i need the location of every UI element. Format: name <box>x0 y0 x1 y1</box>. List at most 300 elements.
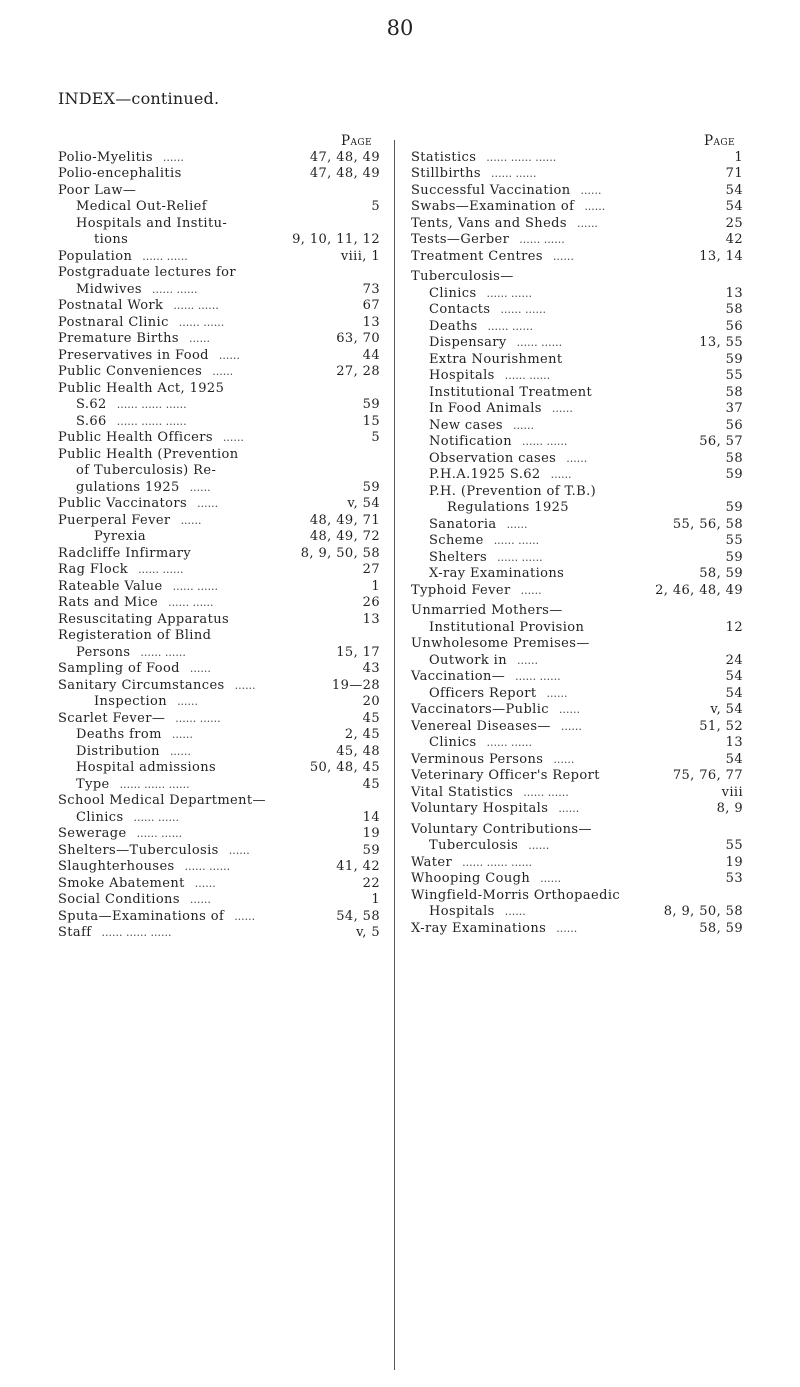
index-entry <box>58 447 380 464</box>
index-term: Sampling of Food <box>58 661 180 676</box>
index-page-numbers: 25 <box>725 215 743 231</box>
index-page-numbers: 55 <box>725 533 743 548</box>
index-page-numbers: 2, 45 <box>344 727 380 742</box>
index-entry <box>411 484 743 501</box>
index-entry <box>411 500 743 517</box>
index-entry <box>58 381 380 398</box>
leader-dots: ...... <box>506 517 528 531</box>
leader-dots: ...... <box>197 497 219 510</box>
index-entry <box>411 150 743 167</box>
index-term: Notification <box>429 434 512 449</box>
index-entry <box>58 199 380 216</box>
index-term: Premature Births <box>58 331 179 346</box>
column-divider <box>394 140 395 1370</box>
index-page-numbers: 59 <box>725 351 743 367</box>
index-entry <box>58 480 380 497</box>
index-term: Clinics <box>429 735 477 750</box>
index-term: Clinics <box>76 809 124 825</box>
index-page-numbers: 13 <box>362 611 380 627</box>
leader-dots: ...... ...... <box>516 336 563 349</box>
index-term: Medical Out-Relief <box>76 199 207 214</box>
index-term: Social Conditions <box>58 892 180 907</box>
index-term: Postnaral Clinic <box>58 314 169 330</box>
leader-dots: ...... ...... <box>500 303 546 316</box>
index-term: Voluntary Hospitals <box>411 801 549 816</box>
index-entry <box>411 801 743 818</box>
index-entry <box>58 232 380 249</box>
index-entry <box>58 876 380 893</box>
leader-dots: ...... <box>504 905 526 918</box>
index-term: Polio-encephalitis <box>58 166 182 181</box>
index-term: Deaths from <box>76 727 162 742</box>
leader-dots: ...... <box>189 662 211 675</box>
index-page-numbers: 54 <box>725 182 743 198</box>
index-entry <box>411 335 743 352</box>
index-term: Registeration of Blind <box>58 628 212 643</box>
index-entry <box>411 702 743 719</box>
index-entry <box>58 348 380 365</box>
index-entry <box>58 595 380 612</box>
index-page-numbers: 8, 9, 50, 58 <box>300 545 380 561</box>
index-term: Extra Nourishment <box>429 351 563 367</box>
leader-dots: ...... ...... <box>486 286 533 300</box>
index-entry <box>58 315 380 332</box>
index-page-numbers: 59 <box>725 467 743 482</box>
index-page-numbers: 54 <box>725 751 743 767</box>
index-column-right <box>411 133 743 937</box>
leader-dots: ...... <box>234 909 256 923</box>
index-page-numbers: 71 <box>725 166 743 181</box>
index-term: Sanatoria <box>429 516 497 532</box>
leader-dots: ...... <box>218 348 240 362</box>
index-title: INDEX—continued. <box>58 89 220 108</box>
index-term: Rats and Mice <box>58 595 159 610</box>
index-entry <box>58 414 380 431</box>
index-entry <box>58 430 380 447</box>
index-term: Vital Statistics <box>411 784 514 800</box>
index-page-numbers: 58 <box>725 302 743 317</box>
index-page-numbers: 54 <box>725 669 743 684</box>
index-entry <box>411 785 743 802</box>
index-entry <box>411 768 743 785</box>
index-entry <box>58 892 380 909</box>
index-page-numbers: 27, 28 <box>336 364 380 379</box>
index-term: Venereal Diseases— <box>411 718 551 734</box>
index-entry <box>58 397 380 414</box>
index-page-numbers: 48, 49, 72 <box>309 529 380 544</box>
index-term: P.H.A.1925 S.62 <box>429 467 541 482</box>
index-term: Smoke Abatement <box>58 875 185 891</box>
index-page-numbers: 41, 42 <box>336 859 380 874</box>
index-entry <box>411 269 743 286</box>
index-entry <box>58 777 380 794</box>
index-page-numbers: 48, 49, 71 <box>309 512 380 528</box>
index-page-numbers: 56 <box>725 318 743 334</box>
index-term: Poor Law— <box>58 182 137 198</box>
index-term: Scheme <box>429 533 484 548</box>
index-entry <box>411 401 743 418</box>
leader-dots: ...... <box>553 752 575 766</box>
index-term: Population <box>58 248 133 264</box>
index-term: Staff <box>58 925 92 940</box>
leader-dots: ...... <box>520 583 542 597</box>
leader-dots: ...... ...... <box>168 596 214 609</box>
leader-dots: ...... ...... <box>152 282 198 296</box>
leader-dots: ...... <box>546 686 568 700</box>
index-term: Public Conveniences <box>58 364 203 379</box>
page-column-header: Page <box>704 133 735 149</box>
index-term: of Tuberculosis) Re- <box>76 463 217 478</box>
index-page-numbers: 45, 48 <box>336 743 380 759</box>
leader-dots: ...... ...... <box>523 785 569 799</box>
index-column-left <box>58 133 380 942</box>
index-page-numbers: 59 <box>362 479 380 495</box>
index-entry <box>58 793 380 810</box>
index-term: Public Health Act, 1925 <box>58 380 225 396</box>
index-entry <box>411 216 743 233</box>
index-entry <box>58 529 380 546</box>
leader-dots: ...... <box>169 744 191 758</box>
index-page-numbers: 54, 58 <box>336 908 380 924</box>
index-term: Water <box>411 854 453 870</box>
index-entry <box>58 661 380 678</box>
leader-dots: ...... ...... <box>515 670 561 683</box>
index-page-numbers: 13 <box>725 735 743 750</box>
index-term: Midwives <box>76 281 142 297</box>
leader-dots: ...... <box>551 402 573 415</box>
index-entry <box>411 319 743 336</box>
leader-dots: ...... <box>560 719 582 733</box>
index-entry <box>58 859 380 876</box>
index-page-numbers: v, 5 <box>356 925 380 940</box>
index-page-numbers: 45 <box>362 710 380 726</box>
index-term: Resuscitating Apparatus <box>58 611 230 627</box>
index-page-numbers: 63, 70 <box>336 331 380 346</box>
index-page-numbers: viii, 1 <box>340 248 380 264</box>
index-page-numbers: 59 <box>362 397 380 412</box>
index-page-numbers: 56, 57 <box>699 434 743 449</box>
index-term: Shelters—Tuberculosis <box>58 842 219 858</box>
leader-dots: ...... ...... <box>504 369 551 382</box>
index-term: Officers Report <box>429 685 537 701</box>
index-entry <box>58 463 380 480</box>
index-entry <box>411 921 743 938</box>
index-entry <box>58 826 380 843</box>
index-page-numbers: 47, 48, 49 <box>309 166 380 181</box>
index-page-numbers: 26 <box>362 595 380 610</box>
leader-dots: ...... <box>212 365 234 378</box>
index-entry <box>411 517 743 534</box>
index-term: Pyrexia <box>94 529 147 544</box>
leader-dots: ...... <box>189 893 211 906</box>
leader-dots: ...... <box>180 513 202 527</box>
leader-dots: ...... ...... <box>521 435 568 448</box>
index-entry <box>58 744 380 761</box>
index-term: Hospital admissions <box>76 760 217 775</box>
index-entry <box>58 546 380 563</box>
index-term: School Medical Department— <box>58 793 266 808</box>
index-page-numbers: 1 <box>734 149 743 165</box>
index-term: Voluntary Contributions— <box>411 821 592 837</box>
leader-dots: ...... ...... ...... <box>462 855 533 869</box>
leader-dots: ...... <box>576 216 598 230</box>
leader-dots: ...... <box>222 431 244 444</box>
index-page-numbers: 55, 56, 58 <box>672 516 743 532</box>
index-term: S.66 <box>76 413 107 429</box>
index-entry <box>58 810 380 827</box>
index-entry <box>58 331 380 348</box>
index-term: Typhoid Fever <box>411 582 511 598</box>
page-column-header: Page <box>341 133 372 149</box>
index-term: Institutional Treatment <box>429 384 593 400</box>
index-entry <box>411 583 743 600</box>
index-term: Regulations 1925 <box>447 500 569 515</box>
index-term: Public Health (Prevention <box>58 446 239 462</box>
index-page-numbers: 58, 59 <box>699 566 743 581</box>
index-page-numbers: 44 <box>362 347 380 363</box>
index-term: Hospitals <box>429 904 495 919</box>
index-page-numbers: 27 <box>362 562 380 577</box>
index-entry <box>58 925 380 942</box>
leader-dots: ...... <box>528 839 550 852</box>
leader-dots: ...... <box>580 183 602 197</box>
index-entry <box>411 434 743 451</box>
index-entry <box>58 711 380 728</box>
index-page-numbers: 59 <box>725 549 743 565</box>
index-page-numbers: 50, 48, 45 <box>309 760 380 775</box>
index-page-numbers: 37 <box>725 401 743 416</box>
index-term: gulations 1925 <box>76 479 180 495</box>
index-term: Preservatives in Food <box>58 347 209 363</box>
index-entry <box>58 579 380 596</box>
index-page-numbers: viii <box>721 784 743 800</box>
index-entry <box>58 216 380 233</box>
index-page-numbers: 75, 76, 77 <box>672 768 743 783</box>
leader-dots: ...... ...... <box>184 860 231 873</box>
index-term: Wingfield-Morris Orthopaedic <box>411 887 621 903</box>
index-entry <box>411 533 743 550</box>
leader-dots: ...... ...... <box>490 167 537 180</box>
index-term: P.H. (Prevention of T.B.) <box>429 483 597 499</box>
index-term: Tuberculosis <box>429 838 519 853</box>
leader-dots: ...... <box>540 872 562 885</box>
index-entry <box>58 364 380 381</box>
index-entry <box>58 562 380 579</box>
index-term: Tests—Gerber <box>411 232 510 247</box>
index-page-numbers: 24 <box>725 652 743 668</box>
index-entry <box>411 669 743 686</box>
index-entry <box>411 822 743 839</box>
index-page-numbers: v, 54 <box>710 702 743 717</box>
index-entry <box>58 496 380 513</box>
index-entry <box>411 855 743 872</box>
index-term: Scarlet Fever— <box>58 710 166 726</box>
index-entry <box>58 282 380 299</box>
index-entry <box>411 603 743 620</box>
leader-dots: ...... ...... <box>173 299 219 312</box>
index-page-numbers: 2, 46, 48, 49 <box>655 582 743 598</box>
leader-dots: ...... ...... <box>136 827 183 840</box>
index-page-numbers: 1 <box>371 578 380 594</box>
index-term: Successful Vaccination <box>411 182 571 198</box>
leader-dots: ...... <box>516 653 538 667</box>
leader-dots: ...... <box>552 249 574 263</box>
index-page-numbers: 12 <box>725 619 743 635</box>
index-page-numbers: 53 <box>725 871 743 886</box>
index-term: Vaccination— <box>411 669 506 684</box>
index-page-numbers: 45 <box>362 776 380 792</box>
index-term: Statistics <box>411 149 477 165</box>
leader-dots: ...... ...... ...... <box>116 414 187 428</box>
index-term: tions <box>94 232 129 247</box>
leader-dots: ...... <box>188 332 210 345</box>
index-page-numbers: 9, 10, 11, 12 <box>292 232 380 247</box>
leader-dots: ...... ...... <box>486 736 533 749</box>
index-term: Radcliffe Infirmary <box>58 545 192 561</box>
leader-dots: ...... <box>584 200 606 213</box>
index-entry <box>411 871 743 888</box>
index-entry <box>411 620 743 637</box>
index-term: Tuberculosis— <box>411 269 514 284</box>
index-page-numbers: 14 <box>362 809 380 825</box>
leader-dots: ...... ...... ...... <box>101 926 172 939</box>
leader-dots: ...... <box>228 843 250 857</box>
index-term: Swabs—Examination of <box>411 199 575 214</box>
index-term: Stillbirths <box>411 166 481 181</box>
index-term: Distribution <box>76 743 160 759</box>
index-entry <box>58 727 380 744</box>
index-term: X-ray Examinations <box>411 920 547 936</box>
leader-dots: ...... <box>194 876 216 890</box>
index-term: Sewerage <box>58 826 127 841</box>
index-entry <box>58 249 380 266</box>
leader-dots: ...... ...... <box>178 315 225 329</box>
index-entry <box>411 451 743 468</box>
index-entry <box>58 183 380 200</box>
index-page-numbers: 8, 9, 50, 58 <box>663 904 743 919</box>
index-page-numbers: 59 <box>362 842 380 858</box>
index-entry <box>411 166 743 183</box>
index-page-numbers: v, 54 <box>347 496 380 511</box>
index-entry <box>58 843 380 860</box>
index-page-numbers: 51, 52 <box>699 718 743 734</box>
index-page-numbers: 22 <box>362 875 380 891</box>
leader-dots: ...... <box>177 695 199 708</box>
index-entry <box>411 467 743 484</box>
index-term: Hospitals and Institu- <box>76 215 228 231</box>
index-term: Hospitals <box>429 368 495 383</box>
index-term: Slaughterhouses <box>58 859 175 874</box>
index-entries-left <box>58 150 380 942</box>
leader-dots: ...... ...... <box>138 563 184 576</box>
index-page-numbers: 55 <box>725 838 743 853</box>
index-term: Puerperal Fever <box>58 512 171 528</box>
index-term: Rag Flock <box>58 562 129 577</box>
leader-dots: ...... <box>189 480 211 494</box>
index-term: Public Health Officers <box>58 430 213 445</box>
index-page-numbers: 13, 55 <box>699 335 743 350</box>
index-term: Sputa—Examinations of <box>58 908 225 924</box>
index-entry <box>58 513 380 530</box>
index-entry <box>411 199 743 216</box>
index-term: Type <box>76 776 110 792</box>
index-page-numbers: 8, 9 <box>716 801 743 816</box>
index-term: Dispensary <box>429 335 507 350</box>
leader-dots: ...... <box>556 921 578 935</box>
index-term: Inspection <box>94 694 168 709</box>
index-term: Treatment Centres <box>411 248 543 264</box>
index-page-numbers: 54 <box>725 685 743 701</box>
index-page-numbers: 56 <box>725 417 743 433</box>
index-term: Persons <box>76 644 131 660</box>
page-number: 80 <box>386 16 414 40</box>
index-page-numbers: 15, 17 <box>336 644 380 660</box>
index-entry <box>411 752 743 769</box>
index-page-numbers: 19 <box>725 854 743 870</box>
leader-dots: ...... <box>550 468 572 481</box>
index-page-numbers: 20 <box>362 694 380 709</box>
index-term: Tents, Vans and Sheds <box>411 215 567 231</box>
index-page-numbers: 13 <box>362 314 380 330</box>
leader-dots: ...... ...... ...... <box>116 398 187 411</box>
index-page-numbers: 5 <box>371 430 380 445</box>
index-term: Unwholesome Premises— <box>411 636 590 651</box>
index-entry <box>58 612 380 629</box>
index-term: Postgraduate lectures for <box>58 265 237 280</box>
index-entry <box>58 678 380 695</box>
index-entry <box>58 166 380 183</box>
index-term: Deaths <box>429 318 478 334</box>
index-entry <box>411 550 743 567</box>
leader-dots: ...... ...... <box>172 579 219 593</box>
leader-dots: ...... ...... <box>175 711 221 725</box>
index-term: Sanitary Circumstances <box>58 677 225 693</box>
index-page-numbers: 73 <box>362 281 380 297</box>
index-term: Polio-Myelitis <box>58 149 153 165</box>
index-entry <box>411 249 743 266</box>
index-term: In Food Animals <box>429 401 542 416</box>
index-term: Rateable Value <box>58 578 163 594</box>
index-entry <box>58 298 380 315</box>
leader-dots: ...... ...... <box>519 233 565 246</box>
index-entry <box>411 352 743 369</box>
index-page-numbers: 19 <box>362 826 380 841</box>
index-entry <box>411 566 743 583</box>
index-page-numbers: 58 <box>725 384 743 400</box>
index-page-numbers: 67 <box>362 298 380 313</box>
index-entry <box>58 694 380 711</box>
index-entry <box>58 645 380 662</box>
leader-dots: ...... ...... <box>140 645 186 659</box>
index-entry <box>58 909 380 926</box>
index-entry <box>411 385 743 402</box>
index-page-numbers: 15 <box>362 413 380 429</box>
index-page-numbers: 58 <box>725 450 743 466</box>
leader-dots: ...... <box>566 451 588 465</box>
index-term: New cases <box>429 417 503 433</box>
index-page-numbers: 58, 59 <box>699 920 743 936</box>
leader-dots: ...... ...... <box>487 319 534 333</box>
index-entry <box>411 368 743 385</box>
index-term: Vaccinators—Public <box>411 702 549 717</box>
index-entry <box>411 686 743 703</box>
index-term: X-ray Examinations <box>429 566 565 581</box>
index-term: Postnatal Work <box>58 298 164 313</box>
leader-dots: ...... <box>558 802 580 815</box>
index-entry <box>411 653 743 670</box>
index-page-numbers: 59 <box>725 500 743 515</box>
leader-dots: ...... ...... ...... <box>486 150 557 164</box>
